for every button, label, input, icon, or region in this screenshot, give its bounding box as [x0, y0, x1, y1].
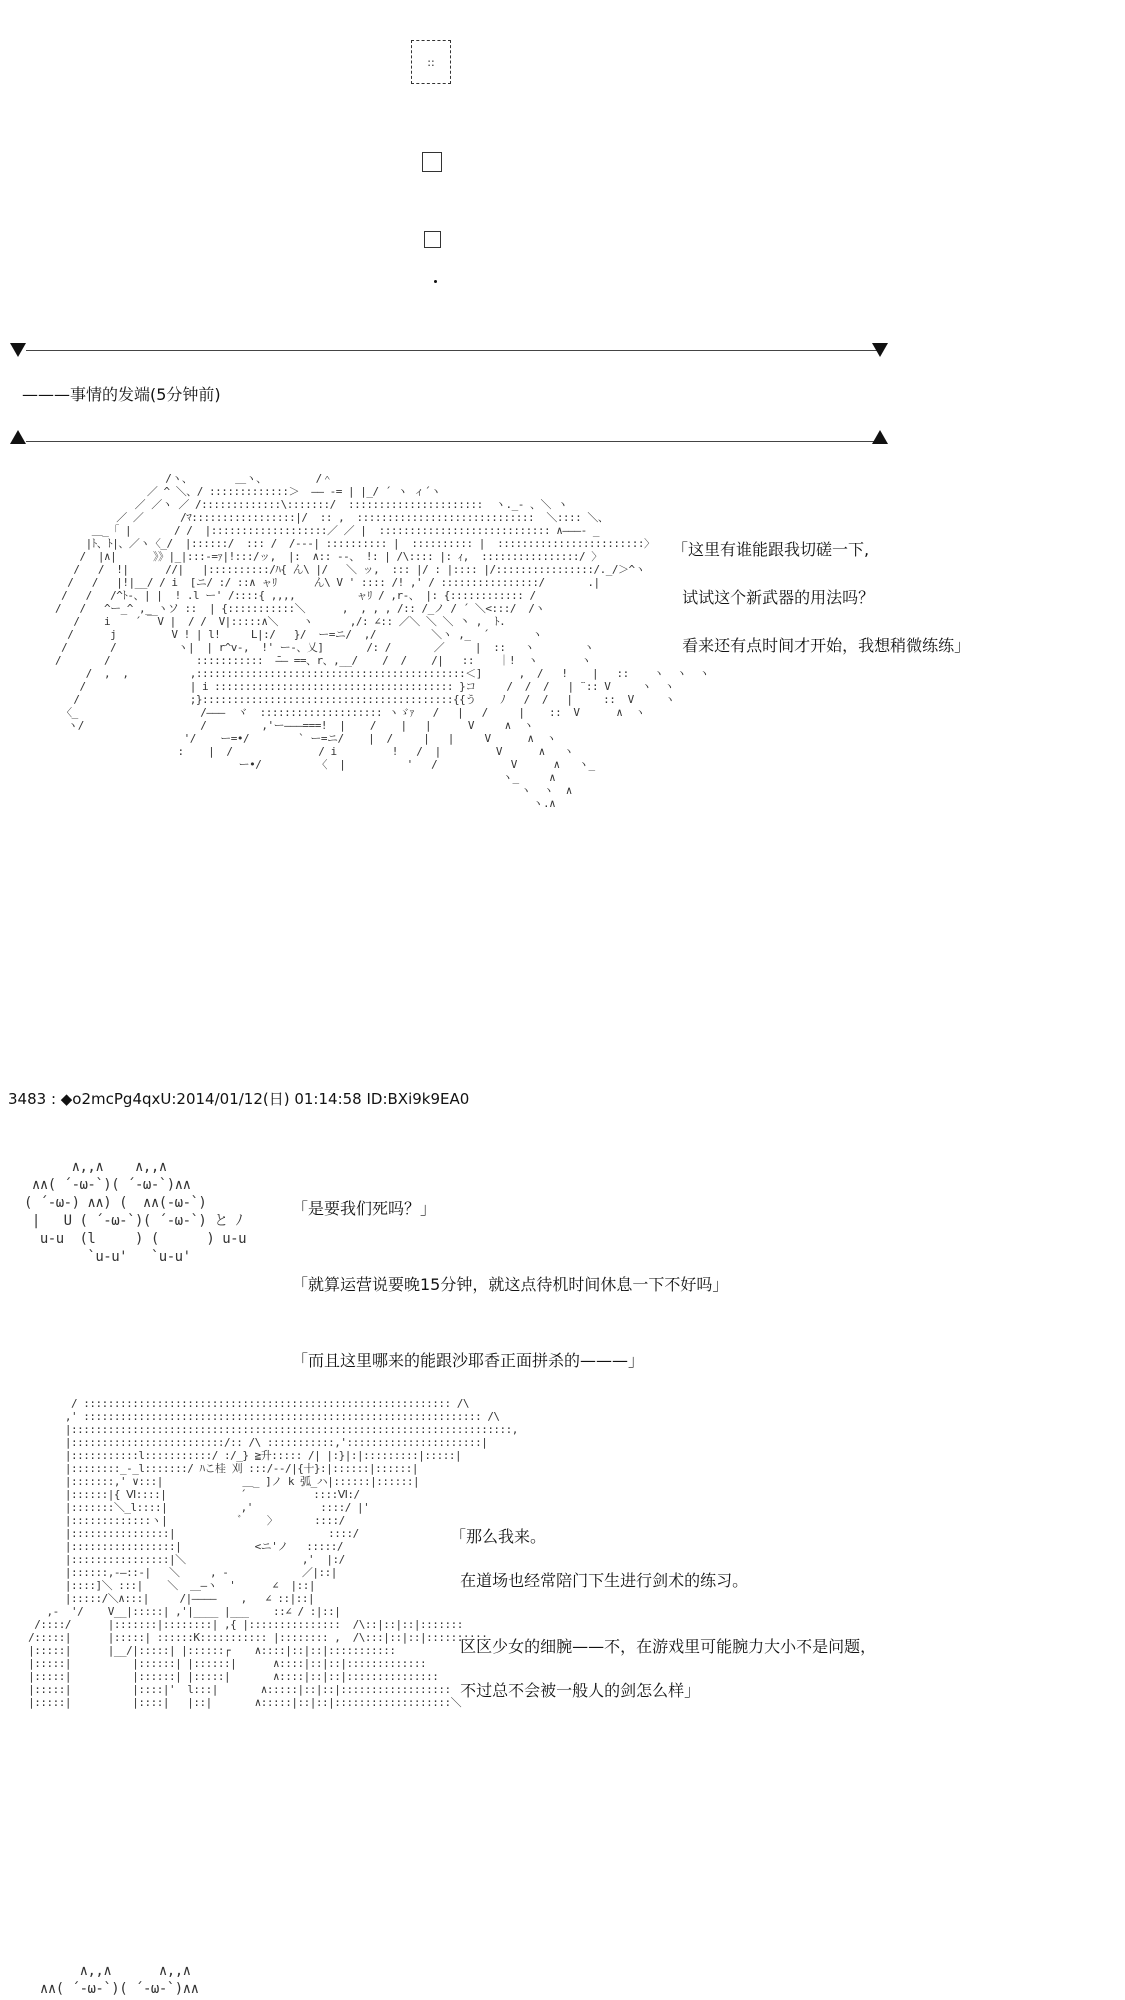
scene-title: ———事情的发端(5分钟前) [22, 385, 221, 404]
ascii-art-man: / :::::::::::::::::::::::::::::::::::::::::::::::::::::::::::: /\ ,' ::::::::::::::::::::::::::::::::::::::::::::::::::::::::::::::::: /\ |::::::::::::::::::::::::::::::::::::::::::::::::::::::::::::::::::::::::, |:::::::::::::::::::::::::/:: /\ :::::::::::,'::::::::::::::::::::::| |:::::::::::l:::::::::::/ :/_} ≧升::::: /| |:}|:|:::::::::|:::::| |::::::::_-_l:::::::/ ﾊこ桂 刈 :::/--/|{十}:|::::::|::::::| |:::::::,' ∨:::| ＿_ ]ノ k 弧_ハ|::::::|::::::| |::::::|{ Ⅵ::::| ´ ::::Ⅵ:/ |:::::::＼_l::::| ,' ::::/ |' |:::::::::::::ヽ| ﾞ 〉 ::::/ |::::::::::::::::| ::::/ |:::::::::::::::::| <ニ'ノ :::::/ |::::::::::::::::|＼ ,' |:/ |::::::,-―::‐| ＼ , ‐ ／|::| |::::]＼ :::| ＼ ＿―ヽ ' ∠ |::| |:::::/＼∧:::| /|―――― , ∠ ::|::| ,- '/ V__|:::::| ,'|____ |___ ::∠ / :|::| /::::/ |:::::::|::::::::| ,{ |::::::::::::::: /\::|::|::|::::::: /:::::| |:::::| ::::::K::::::::::: |:::::::: , /\:::|::|::|:::::::::: |:::::| |__/|:::::| |::::::┌ ∧::::|::|::|::::::::::: |:::::| |::::::| |::::::| ∧::::|::|::|::::::::::::: |:::::| |::::::| |:::::| ∧::::|::|::|::::::::::::::: |:::::| |::::|' l:::| ∧:::::|::|::|:::::::::::::::::: |:::::| |::::| |::| ∧:::::|::|::|:::::::::::::::::::＼ [28, 1397, 518, 1709]
scene1-line-3: 看来还有点时间才开始，我想稍微练练」 [672, 636, 971, 655]
ascii-art-group: ∧,,∧ ∧,,∧ ∧∧( ´-ω-`)( ´-ω-`)∧∧ ( ´-ω-) ∧∧) ( ∧∧(-ω-`) | U ( ´-ω-`)( ´-ω-`) と ﾉ u-u (l ) ( ) u-u `u-u' `u-u' [24, 1159, 247, 1265]
ascii-art-group-bottom: ∧,,∧ ∧,,∧ ∧∧( ´-ω-`)( ´-ω-`)∧∧ [39, 1963, 199, 1997]
scene2-line-2: 「就算运营说要晚15分钟，就这点待机时间休息一下不好吗」 [292, 1275, 729, 1294]
scene3-line-1: 「那么我来。 [450, 1527, 547, 1546]
divider-bottom [26, 441, 878, 442]
divider-top [26, 350, 878, 351]
scene3-line-2: 在道场也经常陪门下生进行剑术的练习。 [450, 1571, 749, 1590]
triangle-down-left [10, 343, 26, 357]
scene3-line-5: 不过总不会被一般人的剑怎么样」 [450, 1681, 701, 1700]
scene1-line-2: 试试这个新武器的用法吗？ [672, 588, 875, 607]
scene1-line-1: 「这里有谁能跟我切磋一下, [672, 540, 870, 559]
triangle-up-left [10, 430, 26, 444]
scene2-line-1: 「是要我们死吗？」 [292, 1199, 437, 1218]
small-square-2 [424, 231, 441, 248]
scene1-dialogue [672, 514, 970, 682]
dotted-box-text: :: [427, 55, 435, 69]
scene2-dialogue [292, 1152, 728, 1418]
scene3-dialogue [450, 1504, 876, 1724]
small-dot [434, 280, 437, 283]
scene2-line-3: 「而且这里哪来的能跟沙耶香正面拼杀的———」 [292, 1351, 645, 1370]
triangle-up-right [872, 430, 888, 444]
small-square-1 [422, 152, 442, 172]
post-meta: 3483 : ◆o2mcPg4qxU:2014/01/12(日) 01:14:58 ID:BXi9k9EA0 [8, 1090, 470, 1108]
ascii-art-swordswoman: /ヽ、 ＿ヽ、 /＾ ／ ^ ＼、/ :::::::::::::＞ ―― -= | |_/ ´ ヽ ィ´ヽ ／ ／ヽ ／ /:::::::::::::\:::::::/ :::::::::::::::::::::: ヽ._- 、＼ ヽ ／ ／ /ﾏ:::::::::::::::::|/ :: , ::::::::::::::::::::::::::::: ＼:::: ＼、 ＿_「 | / / |:::::::::::::::::::／ ／ | :::::::::::::::::::::::::::: ∧―――- _ |ﾄ、ﾄ|、／ヽ〈_/ |::::::/ ::: / /--‐| :::::::::: | :::::::::: | ::::::::::::::::::::::::〉 / |∧| 》》|_|:::-=ｧ|!:::/ッ, |: ∧:: --、 !: | /\:::: |: ｨ, ::::::::::::::::/ 〉 / / !| //| |::::::::::/ﾊ{ ん\ |/ ＼ ッ, ::: |/ : |:::: |/::::::::::::::::/._/＞^ヽ / / |!|__/ / i [ニ/ :/ ::∧ ャﾘ ん\ V ' :::: /! ,' / ::::::::::::::::/ .| / / /^ﾄ-、| | ! .l ー' /::::{ ,,,, ャﾘ / ,r-、 |: {:::::::::::: / / / ^ー_^ ,_ ヽソ :: | {:::::::::::＼ , , , , /:: /_ノ / ´ ＼<:::/ /ヽ / i ´ ￣V | / / V|:::::∧＼ ヽ ,/: ∠:: ／＼ ＼ ＼ 丶 , ﾄ. / j V ! | l! L|:/ }/ ー=ニ/ ,/ ＼ヽ ,_ ´ ヽ / / ヽ| | r^v-, !' ー-、乂] /: / ／ | :: ヽ ヽ / / ::::::::::: ̄―― ==、r、,__/ / / /| :: ｜! ヽ ヽ / , , ,::::::::::::::::::::::::::::::::::::::::::::＜] , / ! | :: ヽ ヽ ヽ / | i ::::::::::::::::::::::::::::::::::::::: }コ / / / | ¨:: V ヽ ヽ / ;}:::::::::::::::::::::::::::::::::::::::::{{う ﾉ / / | :: V ヽ 〈_ /――― ヾ :::::::::::::::::::: ヽゞｧ / | / | :: V ∧ ヽ ヽ/ / ,'ー―――===! | / | | V ∧ ヽ '/ ー=•/ ` ー=ニ/ | / | | V ∧ ヽ : | / / i ! / | V ∧ ヽ ー•/ 〈 | ' / V ∧ ヽ_ ヽ_ ∧ ヽ ヽ ∧ ヽ.∧ [55, 472, 710, 810]
triangle-down-right [872, 343, 888, 357]
scene3-line-4: 区区少女的细腕——不，在游戏里可能腕力大小不是问题， [450, 1637, 877, 1656]
dotted-box [411, 40, 451, 84]
